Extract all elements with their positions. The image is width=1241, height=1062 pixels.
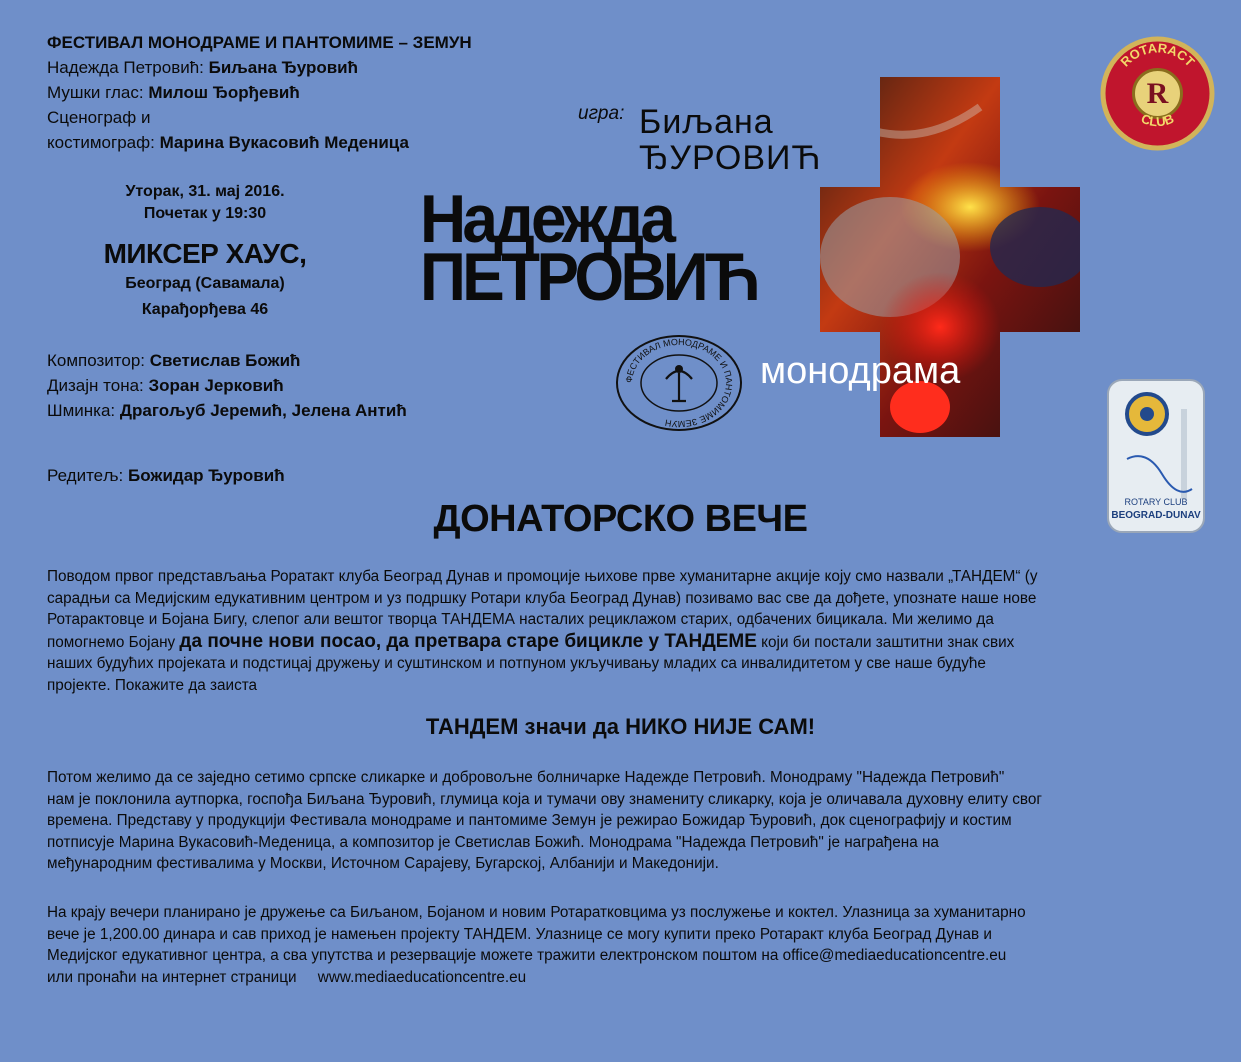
slogan: ТАНДЕМ значи да НИКО НИЈЕ САМ!: [425, 714, 816, 739]
credit-makeup: Шминка: Драгољуб Јеремић, Јелена Антић: [47, 401, 407, 420]
credit-composer: Композитор: Светислав Божић: [47, 351, 301, 370]
actor-name: [639, 104, 822, 176]
paragraph-tickets: На крају вечери планирано је дружење са Биљаном, Бојаном и новим Ротаратковцима уз послужење и коктел. Улазница за хуманитарно вече је 1,200.00 динара и сав приход је намењен пројекту ТАНДЕМ. Улазнице се могу купити преко Ротаракт клуба Београд Дунав и Медијског едукативног центра, а сва упутства и резервације можете тражити електронском поштом на office@mediaeducationcentre.eu или пронаћи на интернет страници www.mediaeducationcentre.eu: [47, 902, 1177, 988]
play-title: [420, 181, 758, 315]
rotaract-club-logo: [1099, 35, 1216, 152]
credits-bottom: [47, 348, 407, 423]
festival-seal-logo: [614, 333, 744, 433]
credits-top: [47, 30, 472, 155]
event-city: Београд (Савамала): [125, 275, 285, 292]
svg-text:BEOGRAD-DUNAV: BEOGRAD-DUNAV: [1111, 510, 1201, 521]
svg-text:ФЕСТИВАЛ МОНОДРАМЕ И ПАНТОМИМЕ: ФЕСТИВАЛ МОНОДРАМЕ И ПАНТОМИМЕ ЗЕМУН: [623, 336, 735, 430]
website-line: или пронаћи на интернет страници www.mediaeducationcentre.eu: [47, 968, 527, 986]
play-title-line1: Надежда: [420, 181, 673, 257]
emphasis-text: да почне нови посао, да претвара старе бицикле у ТАНДЕМЕ: [179, 630, 757, 652]
credit-costume: костимограф: Марина Вукасовић Меденица: [47, 133, 409, 152]
event-start: Почетак у 19:30: [143, 205, 267, 222]
play-prefix: игра:: [578, 103, 625, 124]
svg-text:R: R: [1146, 77, 1169, 110]
credit-director: Редитељ: Божидар Ђуровић: [47, 466, 285, 485]
page-heading: ДОНАТОРСКО ВЕЧЕ: [433, 498, 808, 540]
play-title-line2: ПЕТРОВИЋ: [420, 239, 758, 315]
credit-set: Сценограф и: [47, 108, 151, 127]
actor-last-name: ЂУРОВИЋ: [639, 139, 822, 177]
event-info: [90, 181, 320, 321]
event-street: Карађорђева 46: [141, 301, 269, 318]
credit-sound: Дизајн тона: Зоран Јерковић: [47, 376, 284, 395]
paragraph-monodrama: Потом желимо да се заједно сетимо српске сликарке и добровољне болничарке Надежде Петровић. Монодраму "Надежда Петровић" нам је поклонила аутпорка, госпођа Биљана Ђуровић, глумица која и тумачи ову знамениту сликарку, која је оличавала духовну елиту свог времена. Представу у продукцији Фестивала монодраме и пантомиме Земун је режирао Божидар Ђуровић, док сценографију и костим потписује Марина Вукасовић-Меденица, а композитор је Светислав Божић. Монодрама "Надежда Петровић" је награђена на међународним фестивалима у Москви, Источном Сарајеву, Бугарској, Албанији и Македонији.: [47, 769, 1042, 872]
actor-first-name: Биљана: [639, 103, 774, 141]
svg-text:ROTARY CLUB: ROTARY CLUB: [1124, 497, 1188, 507]
svg-text:CLUB: CLUB: [1138, 110, 1177, 130]
genre-label: монодрама: [760, 350, 961, 392]
festival-name: ФЕСТИВАЛ МОНОДРАМЕ И ПАНТОМИМЕ – ЗЕМУН: [47, 33, 472, 52]
credit-role: Надежда Петровић: Биљана Ђуровић: [47, 58, 359, 77]
credit-voice: Мушки глас: Милош Ђорђевић: [47, 83, 300, 102]
paragraph-intro: Поводом првог представљања Роратакт клуба Београд Дунав и промоције њихове прве хуманитарне акције коју смо назвали „ТАНДЕМ“ (у сарадњи са Медијским едукативним центром и уз подршку Ротари клуба Београд Дунав) позивамо вас све да дођете, упознате наше нове Ротарактовце и Бојана Бигу, слепог али вештог творца ТАНДЕМА насталих рециклажом старих, одбачених бицикала. Ми желимо да помогнемо Бојану да почне нови посао, да претвара старе бицикле у ТАНДЕМЕ који би постали заштитни знак свих наших будућих пројеката и подстицај дружењу и суштинском и потпуном укључивању младих са инвалидитетом у све наше будуће пројекте. Покажите да заиста: [47, 568, 1038, 694]
event-venue: МИКСЕР ХАУС,: [103, 238, 307, 269]
event-date: Уторак, 31. мај 2016.: [125, 183, 285, 200]
svg-text:ROTARACT: ROTARACT: [1117, 40, 1198, 70]
